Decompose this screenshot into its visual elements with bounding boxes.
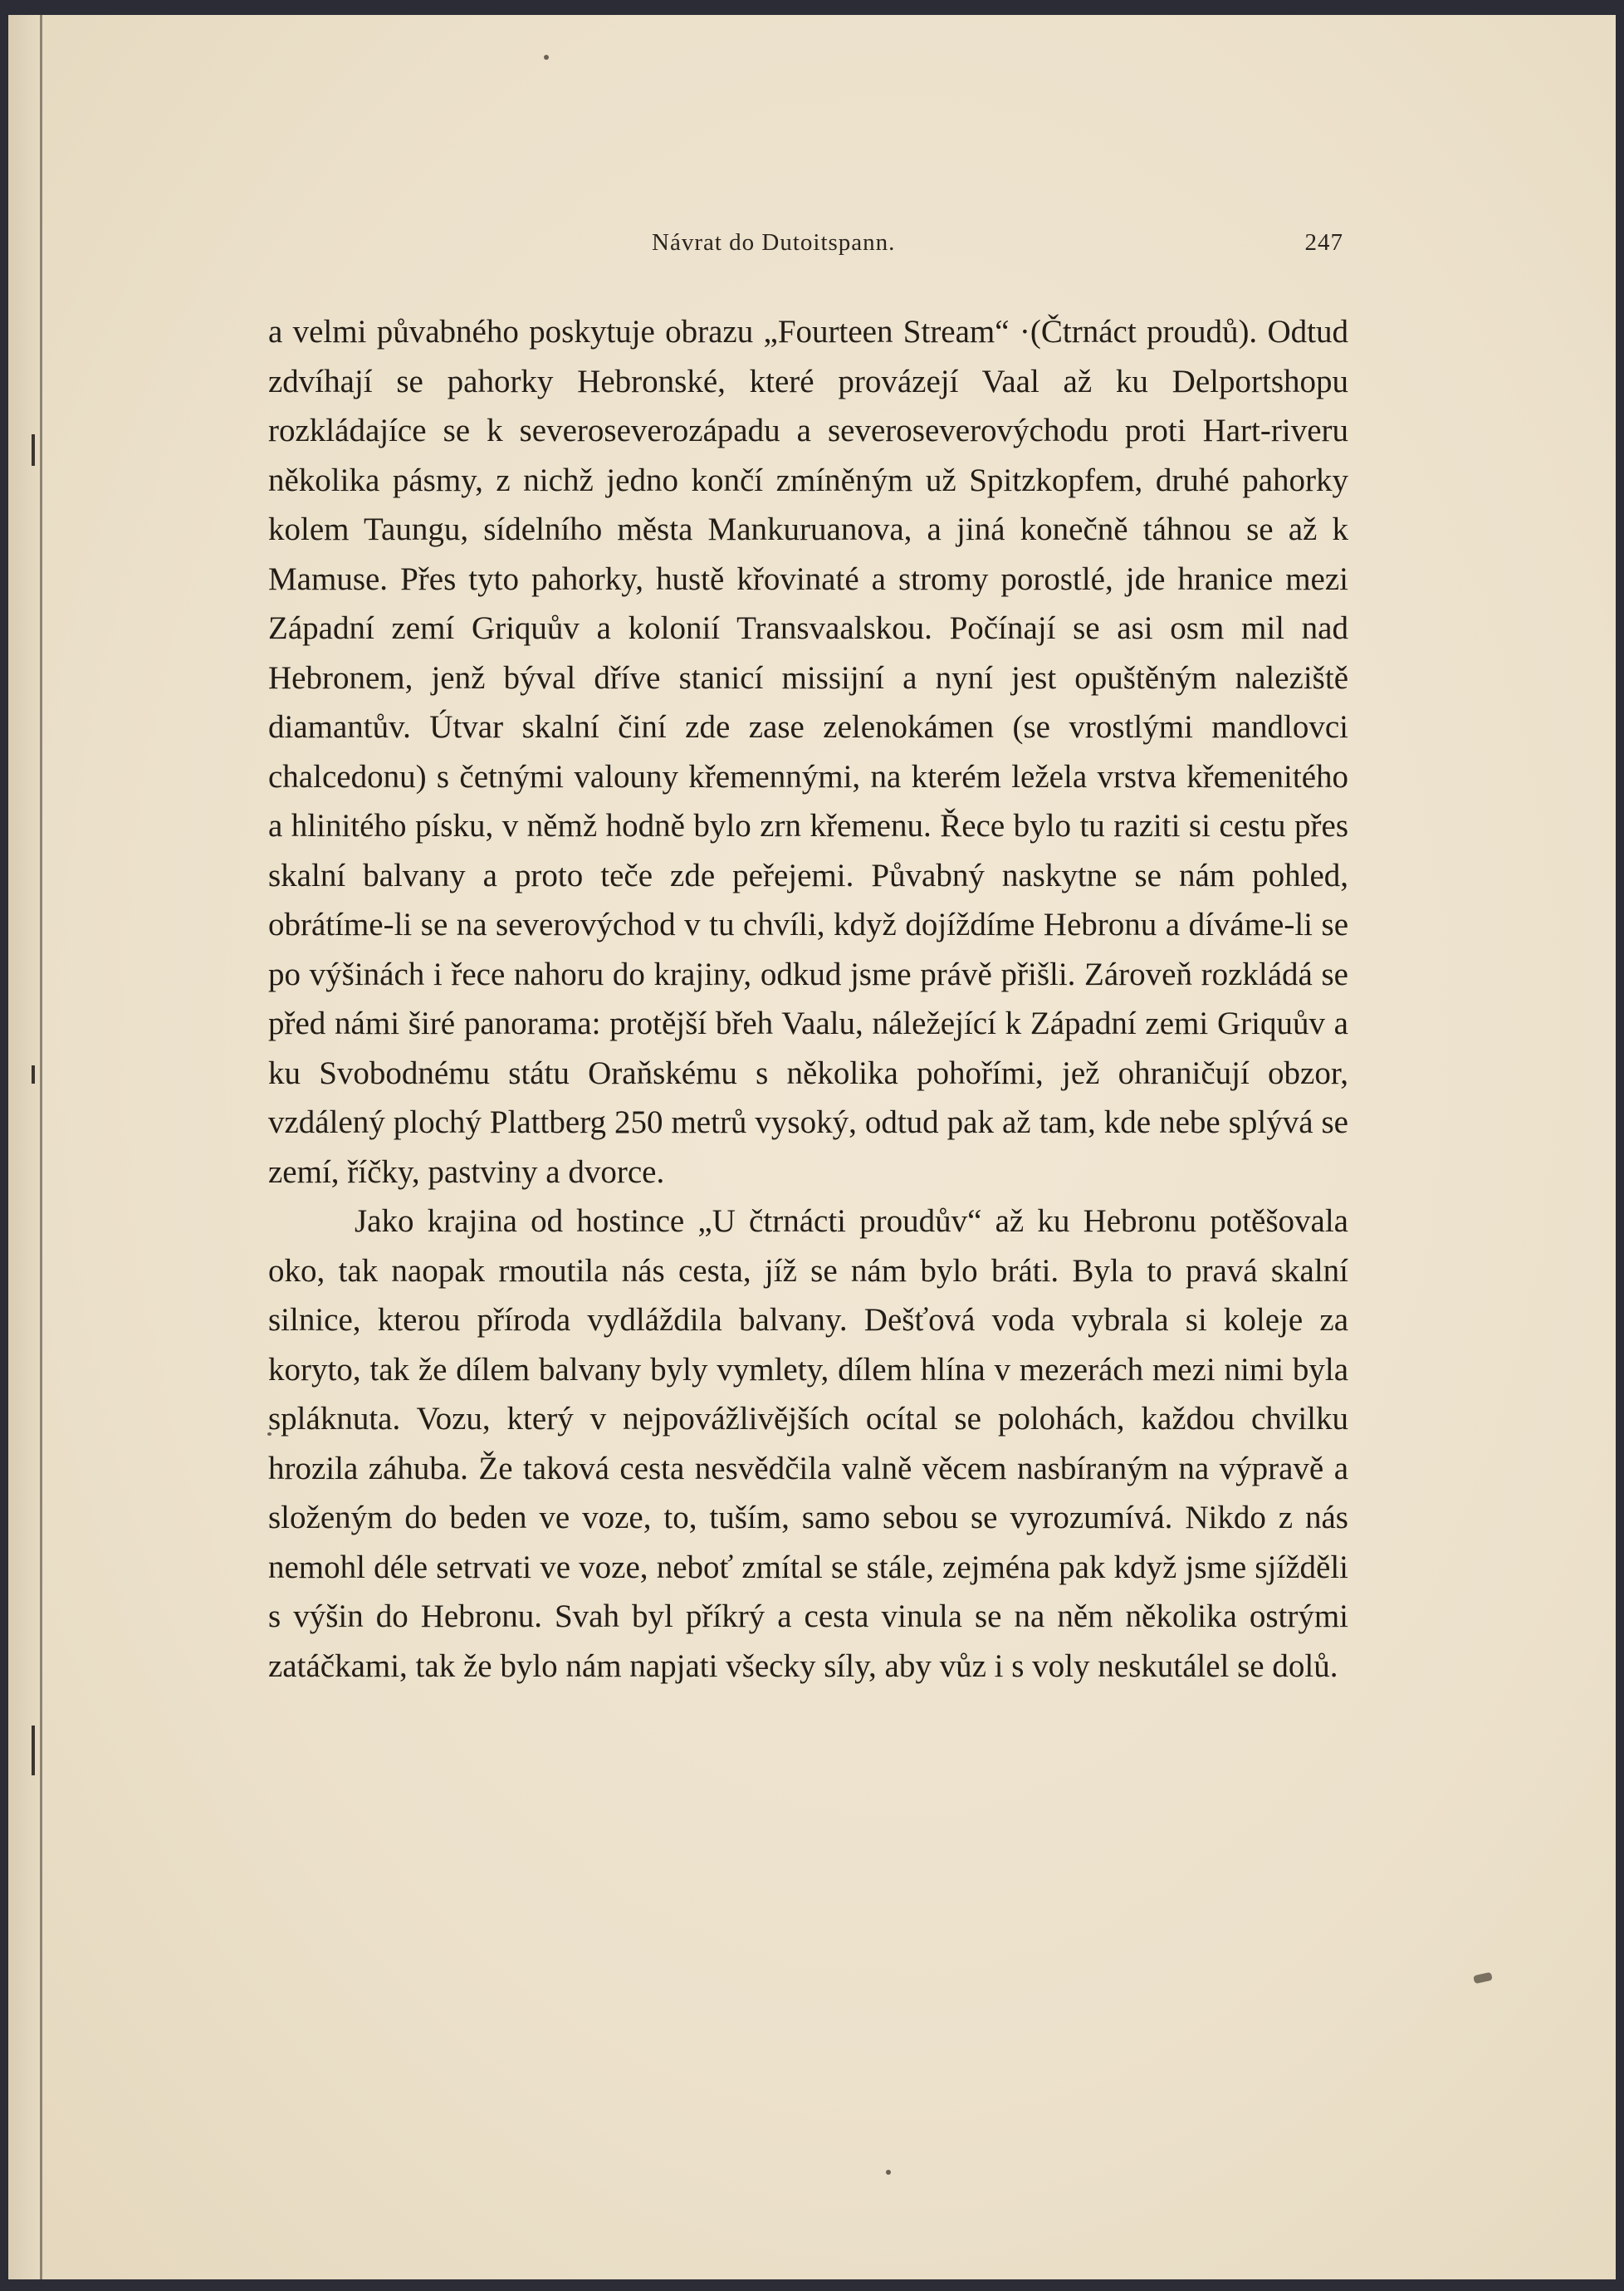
binding-shadow [8,15,40,2279]
paragraph: Jako krajina od hostince „U čtrnácti proudův“ až ku Hebronu potěšovala oko, tak naopak rmoutila nás cesta, jíž se nám bylo bráti. Byla to pravá skalní silnice, kterou příroda vydláždila balvany. Dešťová voda vybrala si koleje za koryto, tak že dílem balvany byly vymlety, dílem hlína v mezerách mezi nimi byla spláknuta. Vozu, který v nejpovážlivějších ocítal se polohách, každou chvilku hrozila záhuba. Že taková cesta nesvědčila valně věcem nasbíraným na výpravě a složeným do beden ve voze, to, tuším, samo sebou se vyrozumívá. Nikdo z nás nemohl déle setrvati ve voze, neboť zmítal se stále, zejména pak když jsme sjížděli s výšin do Hebronu. Svah byl příkrý a cesta vinula se na něm několika ostrými zatáčkami, tak že bylo nám napjati všecky síly, aby vůz i s voly neskutálel se dolů. [268,1203,1348,1684]
margin-mark [32,434,35,466]
page-header [257,229,1353,266]
book-page [8,15,1616,2279]
margin-mark [32,1726,35,1775]
binding-edge-line [40,15,42,2279]
running-title: Návrat do Dutoitspann. [652,229,896,256]
paper-speck [886,2170,891,2175]
margin-mark [32,1065,35,1084]
paper-speck [544,55,549,60]
ink-mark [1473,1972,1493,1984]
paragraph: a velmi půvabného poskytuje obrazu „Fourteen Stream“ ·(Čtrnáct proudů). Odtud zdvíhají se pahorky Hebronské, které provázejí Vaal až ku Delportshopu rozkládajíce se k severoseverozápadu a severoseverovýchodu proti Hart-riveru několika pásmy, z nichž jedno končí zmíněným už Spitzkopfem, druhé pahorky kolem Taungu, sídelního města Mankuruanova, a jiná konečně táhnou se až k Mamuse. Přes tyto pahorky, hustě křovinaté a stromy porostlé, jde hranice mezi Západní zemí Griquův a kolonií Transvaalskou. Počínají se asi osm mil nad Hebronem, jenž býval dříve stanicí missijní a nyní jest opuštěným naleziště diamantův. Útvar skalní činí zde zase zelenokámen (se vrostlými mandlovci chalcedonu) s četnými valouny křemennými, na kterém ležela vrstva křemenitého a hlinitého písku, v němž hodně bylo zrn křemenu. Řece bylo tu raziti si cestu přes skalní balvany a proto teče zde peřejemi. Půvabný naskytne se nám pohled, obrátíme-li se na severovýchod v tu chvíli, když dojíždíme Hebronu a díváme-li se po výšinách i řece nahoru do krajiny, odkud jsme právě přišli. Zároveň rozkládá se před námi širé panorama: protější břeh Vaalu, náležející k Západní zemi Griquův a ku Svobodnému státu Oraňskému s několika pohořími, jež ohraničují obzor, vzdálený plochý Plattberg 250 metrů vysoký, odtud pak až tam, kde nebe splývá se zemí, říčky, pastviny a dvorce. [268,314,1348,1190]
main-text [268,307,1348,1691]
page-number: 247 [1304,229,1343,256]
